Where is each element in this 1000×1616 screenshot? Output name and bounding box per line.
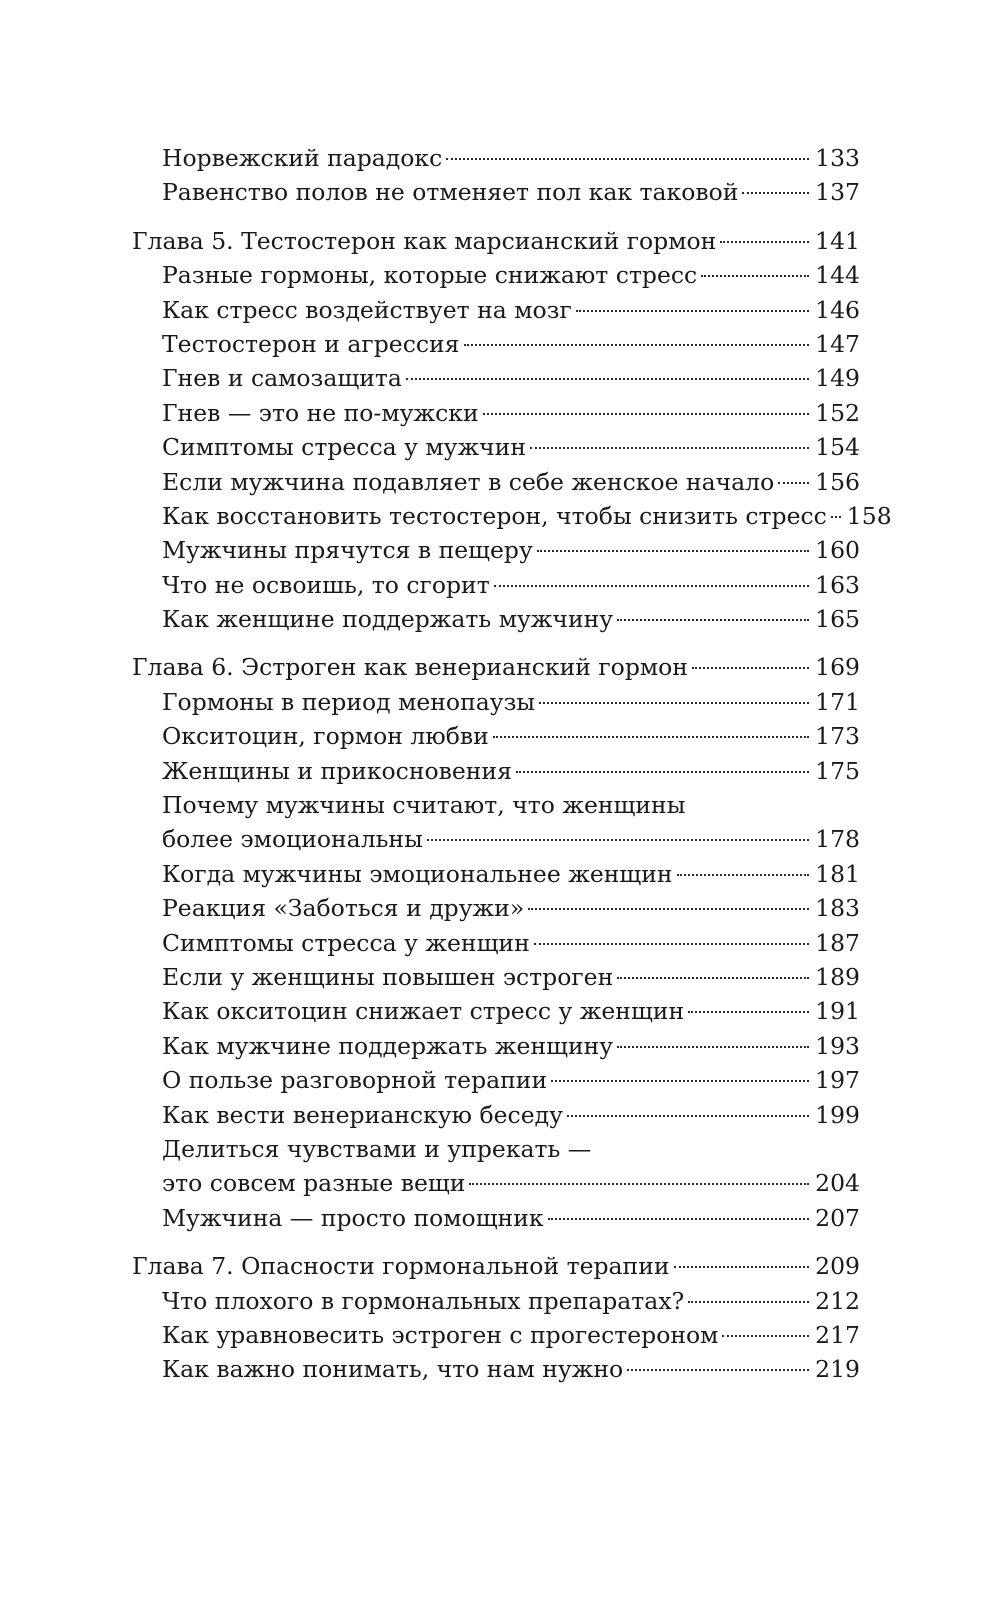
toc-entry <box>132 258 860 292</box>
toc-entry <box>132 1318 860 1352</box>
dot-leader <box>528 908 809 910</box>
toc-entry <box>132 533 860 567</box>
dot-leader <box>617 977 809 979</box>
toc-page-number: 175 <box>815 756 860 785</box>
toc-entry-title: Делиться чувствами и упрекать — <box>162 1134 592 1163</box>
dot-leader <box>551 1080 809 1082</box>
dot-leader <box>576 310 809 312</box>
toc-page-number: 163 <box>815 570 860 599</box>
toc-entry <box>132 1166 860 1200</box>
toc-page-number: 147 <box>815 329 860 358</box>
toc-entry-title: Разные гормоны, которые снижают стресс <box>162 261 698 290</box>
dot-leader <box>831 516 841 518</box>
dot-leader <box>617 619 809 621</box>
toc-entry-title: Как стресс воздействует на мозг <box>162 295 572 324</box>
toc-entry <box>132 1063 860 1097</box>
toc-entry <box>132 293 860 327</box>
toc-chapter-entry <box>132 224 860 258</box>
toc-page-number: 173 <box>815 722 860 751</box>
toc-entry <box>132 327 860 361</box>
toc-page-number: 217 <box>815 1320 860 1349</box>
toc-entry-title: Как мужчине поддержать женщину <box>162 1031 614 1060</box>
dot-leader <box>567 1115 809 1117</box>
dot-leader <box>778 482 809 484</box>
toc-page-number: 209 <box>815 1252 860 1281</box>
dot-leader <box>494 585 809 587</box>
toc-page-number: 178 <box>815 825 860 854</box>
toc-entry-title: Реакция «Заботься и дружи» <box>162 894 525 923</box>
toc-entry <box>132 1284 860 1318</box>
toc-page-number: 158 <box>846 501 892 530</box>
toc-entry <box>132 994 860 1028</box>
dot-leader <box>742 192 809 194</box>
toc-chapter-entry <box>132 1249 860 1283</box>
toc-page-number: 160 <box>815 536 860 565</box>
toc-page-number: 191 <box>815 997 860 1026</box>
toc-entry-title: Что плохого в гормональных препаратах? <box>162 1286 685 1315</box>
toc-entry <box>132 1029 860 1063</box>
dot-leader <box>720 241 809 243</box>
toc-entry-title: Мужчины прячутся в пещеру <box>162 536 533 565</box>
toc-entry-title: Равенство полов не отменяет пол как таковой <box>162 178 739 207</box>
toc-page-number: 212 <box>815 1286 860 1315</box>
toc-entry-title: Симптомы стресса у мужчин <box>162 433 526 462</box>
toc-entry-title: более эмоциональны <box>162 825 423 854</box>
toc-page-number: 133 <box>815 144 860 172</box>
toc-page-number: 154 <box>815 433 860 462</box>
toc-entry <box>132 465 860 499</box>
toc-entry-title: Когда мужчины эмоциональнее женщин <box>162 859 673 888</box>
toc-entry <box>132 926 860 960</box>
dot-leader <box>548 1218 810 1220</box>
toc-entry <box>132 430 860 464</box>
toc-entry <box>132 499 892 533</box>
toc-page-number: 219 <box>815 1355 860 1384</box>
toc-entry-title: Глава 6. Эстроген как венерианский гормон <box>132 653 688 682</box>
toc-entry-title: О пользе разговорной терапии <box>162 1066 548 1095</box>
toc-entry <box>132 788 860 822</box>
toc-page-number: 183 <box>815 894 860 923</box>
toc-entry <box>132 719 860 753</box>
toc-page-number: 156 <box>815 467 860 496</box>
dot-leader <box>688 1301 809 1303</box>
toc-entry-title: Норвежский парадокс <box>162 144 443 172</box>
dot-leader <box>722 1335 809 1337</box>
toc-entry <box>132 685 860 719</box>
toc-entry <box>132 1132 860 1166</box>
dot-leader <box>701 275 809 277</box>
toc-entry <box>132 602 860 636</box>
toc-page-number: 152 <box>815 398 860 427</box>
toc-page-number: 189 <box>815 962 860 991</box>
toc-entry-title: Как вести венерианскую беседу <box>162 1100 563 1129</box>
toc-page-number: 193 <box>815 1031 860 1060</box>
toc-entry-title: Глава 5. Тестостерон как марсианский гормон <box>132 226 717 255</box>
toc-entry-title: Как важно понимать, что нам нужно <box>162 1355 624 1384</box>
toc-entry-title: Как женщине поддержать мужчину <box>162 605 614 634</box>
toc-page-number: 187 <box>815 928 860 957</box>
toc-entry <box>132 175 860 209</box>
dot-leader <box>493 736 809 738</box>
dot-leader <box>539 702 809 704</box>
toc-entry <box>132 568 860 602</box>
dot-leader <box>534 943 809 945</box>
toc-entry-title: Что не освоишь, то сгорит <box>162 570 490 599</box>
toc-entry <box>132 754 860 788</box>
toc-entry <box>132 396 860 430</box>
toc-entry <box>132 141 860 175</box>
toc-page-number: 149 <box>815 364 860 393</box>
toc-page-number: 165 <box>815 605 860 634</box>
toc-entry-title: Как уравновесить эстроген с прогестероном <box>162 1320 719 1349</box>
toc-entry <box>132 1201 860 1235</box>
toc-entry-title: Как окситоцин снижает стресс у женщин <box>162 997 685 1026</box>
toc-entry <box>132 857 860 891</box>
toc-chapter-entry <box>132 650 860 684</box>
toc-page-number: 141 <box>815 226 860 255</box>
toc-page-number: 181 <box>815 859 860 888</box>
toc-entry-title: Мужчина — просто помощник <box>162 1203 544 1232</box>
toc-page-number: 197 <box>815 1066 860 1095</box>
toc-entry-title: Тестостерон и агрессия <box>162 329 460 358</box>
dot-leader <box>617 1046 809 1048</box>
table-of-contents <box>132 141 892 1387</box>
toc-entry-title: Если мужчина подавляет в себе женское начало <box>162 467 775 496</box>
toc-entry-title: Глава 7. Опасности гормональной терапии <box>132 1252 670 1281</box>
dot-leader <box>427 839 809 841</box>
toc-page-number: 207 <box>815 1203 860 1232</box>
toc-entry-title: Как восстановить тестостерон, чтобы снизить стресс <box>162 501 827 530</box>
toc-page-number: 204 <box>815 1169 860 1198</box>
dot-leader <box>688 1011 809 1013</box>
toc-entry <box>132 822 860 856</box>
toc-page-number: 144 <box>815 261 860 290</box>
toc-entry-title: это совсем разные вещи <box>162 1169 466 1198</box>
dot-leader <box>469 1183 809 1185</box>
dot-leader <box>677 874 810 876</box>
dot-leader <box>674 1266 810 1268</box>
toc-entry-title: Если у женщины повышен эстроген <box>162 962 614 991</box>
toc-entry <box>132 891 860 925</box>
dot-leader <box>537 550 809 552</box>
toc-entry <box>132 1352 860 1386</box>
dot-leader <box>530 447 809 449</box>
toc-entry <box>132 1098 860 1132</box>
toc-page-number: 169 <box>815 653 860 682</box>
toc-entry-title: Почему мужчины считают, что женщины <box>162 791 686 820</box>
dot-leader <box>483 413 810 415</box>
toc-entry-title: Гормоны в период менопаузы <box>162 687 536 716</box>
dot-leader <box>516 771 809 773</box>
toc-entry-title: Гнев и самозащита <box>162 364 402 393</box>
toc-entry-title: Женщины и прикосновения <box>162 756 512 785</box>
dot-leader <box>464 344 810 346</box>
toc-entry-title: Симптомы стресса у женщин <box>162 928 530 957</box>
toc-entry <box>132 361 860 395</box>
toc-page-number: 137 <box>815 178 860 207</box>
dot-leader <box>627 1369 809 1371</box>
toc-entry-title: Гнев — это не по-мужски <box>162 398 479 427</box>
toc-entry-title: Окситоцин, гормон любви <box>162 722 489 751</box>
toc-entry <box>132 960 860 994</box>
dot-leader <box>406 378 809 380</box>
dot-leader <box>446 158 809 160</box>
toc-page-number: 146 <box>815 295 860 324</box>
toc-page-number: 171 <box>815 687 860 716</box>
toc-page-number: 199 <box>815 1100 860 1129</box>
dot-leader <box>692 667 809 669</box>
